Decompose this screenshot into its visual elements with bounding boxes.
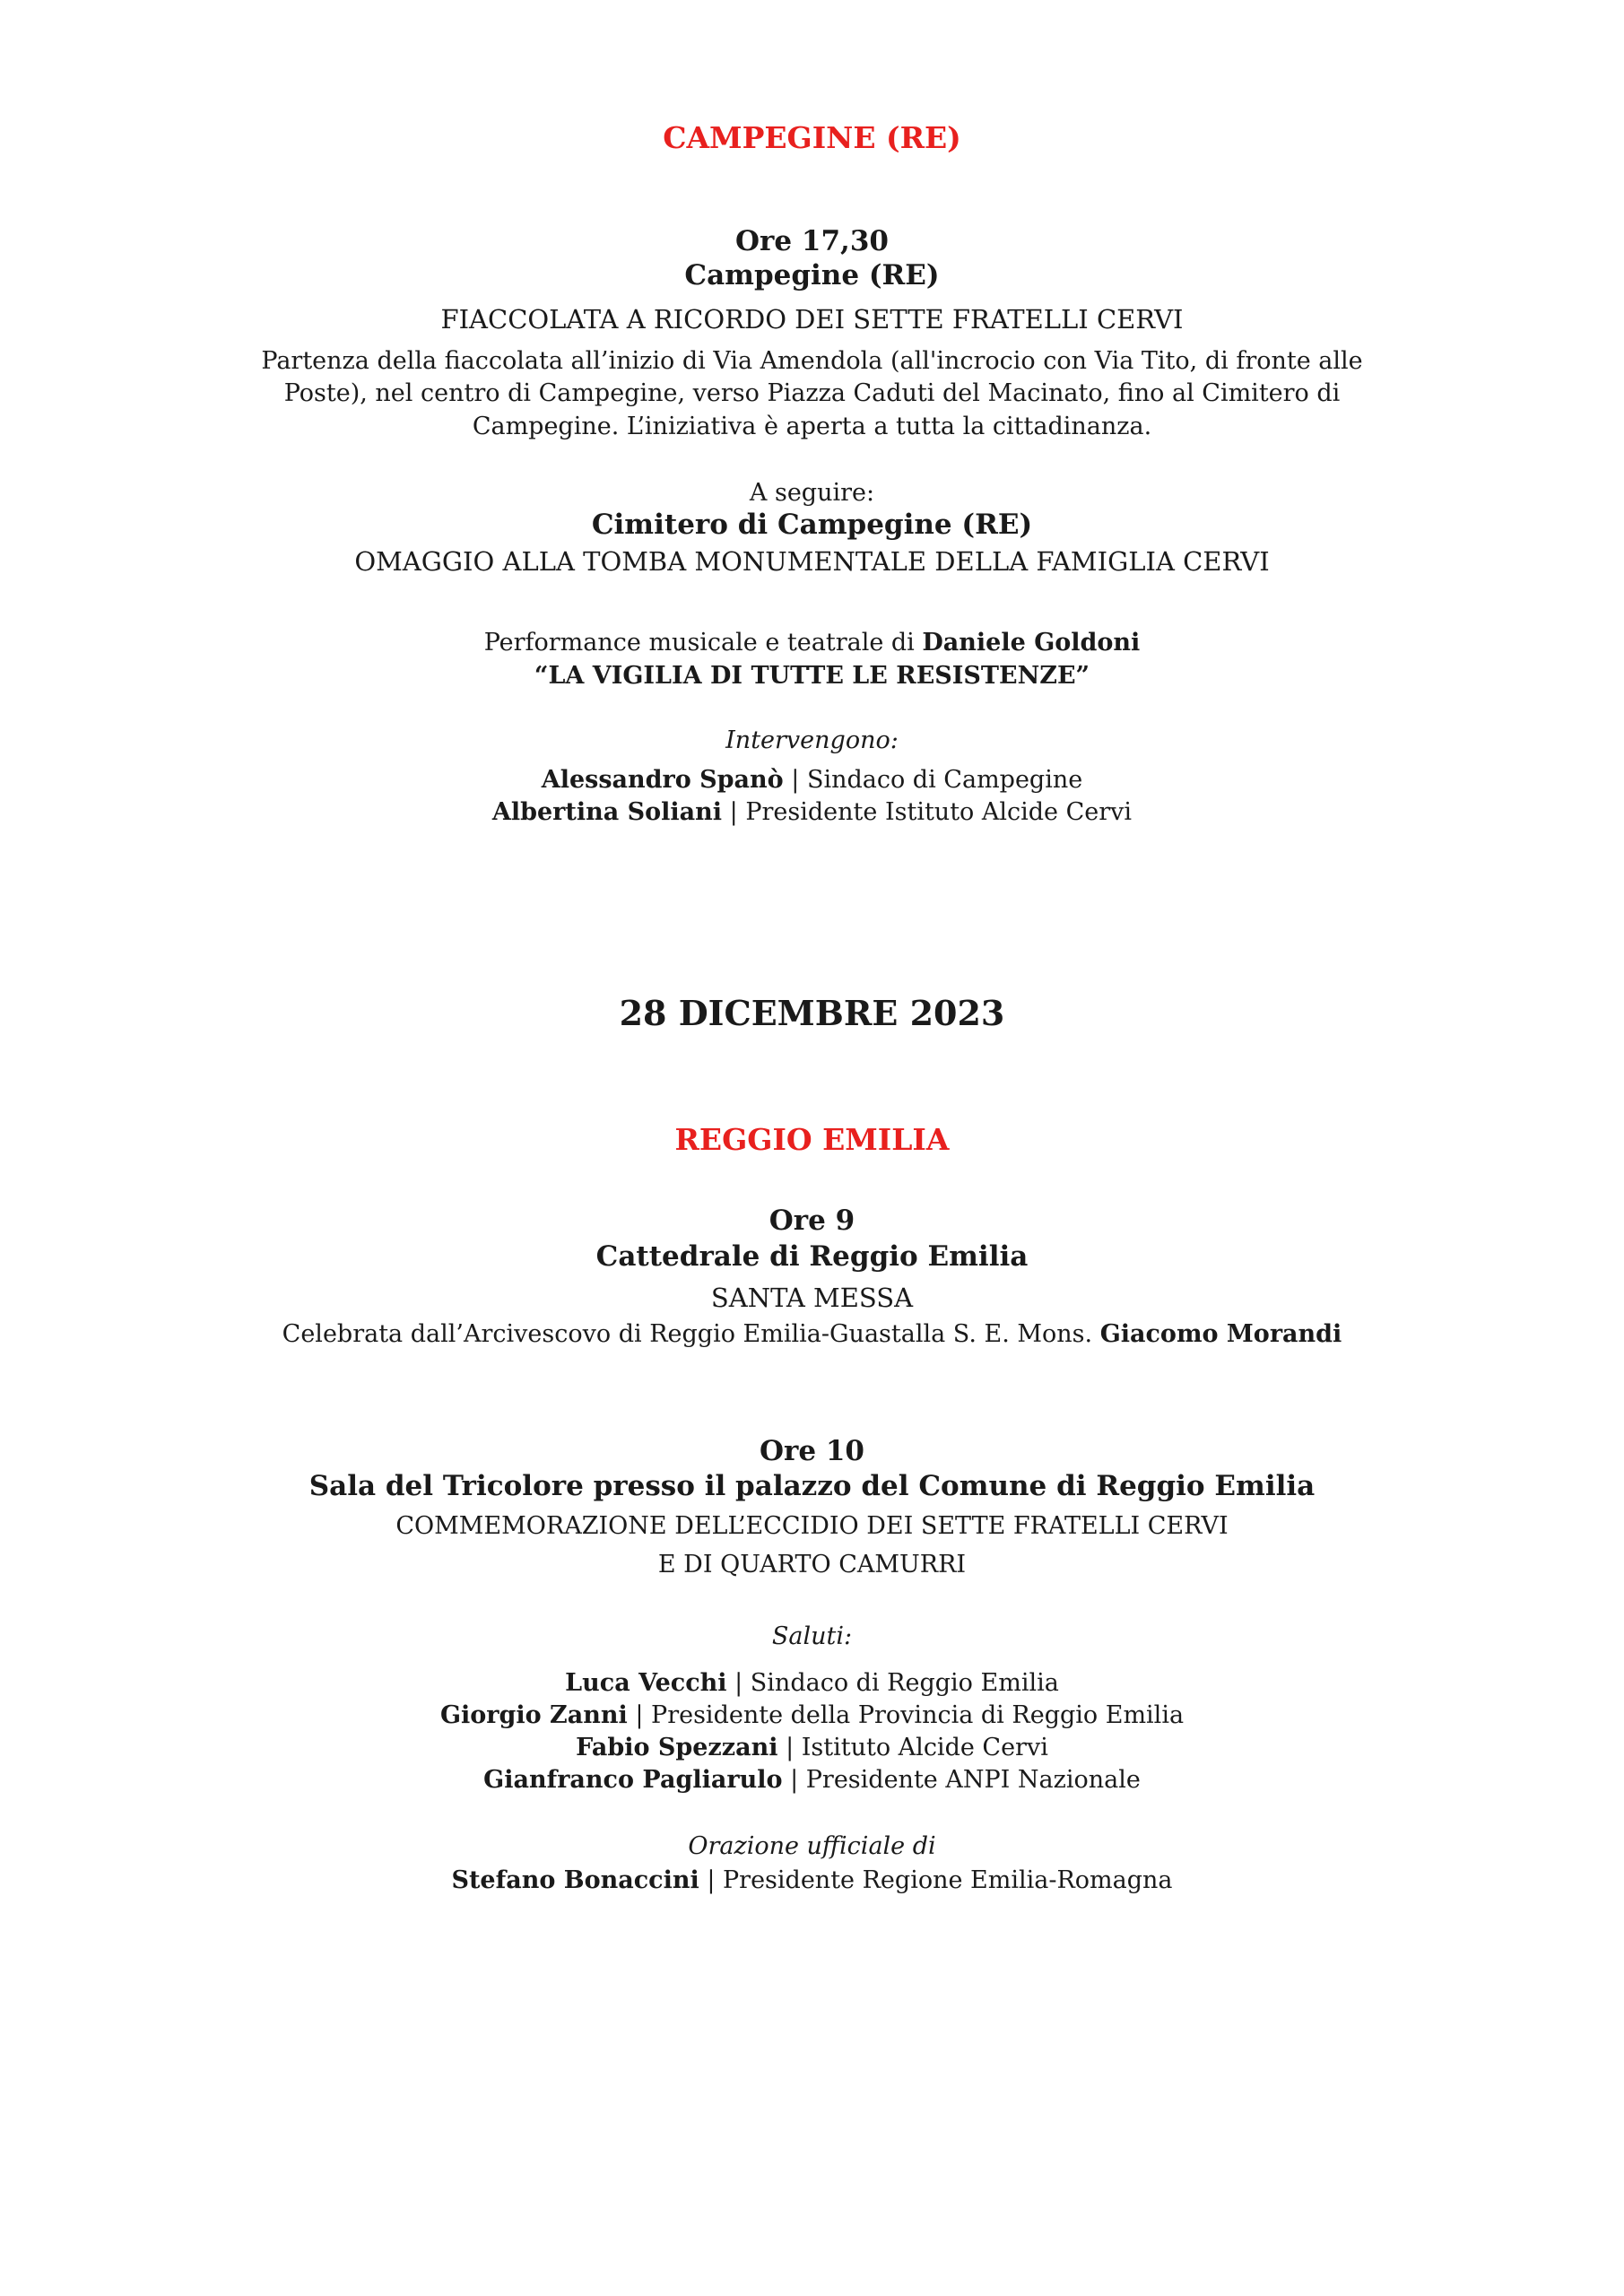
event-place: Cimitero di Campegine (RE) xyxy=(591,509,1033,541)
speaker-line xyxy=(0,768,1624,792)
event-description-line: Campegine. L’iniziativa è aperta a tutta la cittadinanza. xyxy=(472,413,1152,440)
speaker-line xyxy=(0,800,1624,824)
section-title-campegine: CAMPEGINE (RE) xyxy=(663,120,961,155)
event-description-line: Poste), nel centro di Campegine, verso Piazza Caduti del Macinato, fino al Cimitero di xyxy=(283,379,1341,407)
greeting-name: Luca Vecchi xyxy=(565,1669,727,1697)
oration-label: Orazione ufficiale di xyxy=(688,1832,936,1860)
orator-role: | Presidente Regione Emilia-Romagna xyxy=(699,1866,1173,1894)
greeting-line xyxy=(0,1768,1624,1792)
orator-name: Stefano Bonaccini xyxy=(451,1866,699,1894)
celebrant-line xyxy=(0,1322,1624,1346)
event-title: OMAGGIO ALLA TOMBA MONUMENTALE DELLA FAMIGLIA CERVI xyxy=(354,546,1270,577)
event-time: Ore 10 xyxy=(760,1435,864,1467)
event-time: Ore 17,30 xyxy=(735,225,889,257)
greeting-name: Gianfranco Pagliarulo xyxy=(483,1766,783,1794)
orator-line xyxy=(0,1868,1624,1892)
greetings-label: Saluti: xyxy=(771,1622,853,1650)
date-heading: 28 DICEMBRE 2023 xyxy=(619,993,1005,1033)
speaker-role: | Presidente Istituto Alcide Cervi xyxy=(722,798,1133,826)
event-intro: A seguire: xyxy=(749,479,875,507)
celebrant-prefix: Celebrata dall’Arcivescovo di Reggio Emilia-Guastalla S. E. Mons. xyxy=(282,1320,1100,1348)
celebrant-name: Giacomo Morandi xyxy=(1099,1320,1342,1348)
greeting-name: Fabio Spezzani xyxy=(576,1734,778,1761)
performance-line xyxy=(0,631,1624,655)
greeting-role: | Presidente della Provincia di Reggio Emilia xyxy=(627,1701,1185,1729)
greeting-role: | Presidente ANPI Nazionale xyxy=(782,1766,1141,1794)
performance-prefix: Performance musicale e teatrale di xyxy=(483,629,923,657)
event-title: SANTA MESSA xyxy=(710,1283,914,1313)
greeting-line xyxy=(0,1735,1624,1760)
event-place: Sala del Tricolore presso il palazzo del Comune di Reggio Emilia xyxy=(308,1470,1316,1502)
greeting-role: | Istituto Alcide Cervi xyxy=(777,1734,1048,1761)
greeting-name: Giorgio Zanni xyxy=(439,1701,628,1729)
greeting-line xyxy=(0,1671,1624,1695)
greeting-role: | Sindaco di Reggio Emilia xyxy=(726,1669,1059,1697)
performance-name: Daniele Goldoni xyxy=(922,629,1141,657)
event-time: Ore 9 xyxy=(769,1205,855,1237)
event-title-line: E DI QUARTO CAMURRI xyxy=(657,1551,967,1578)
greeting-line xyxy=(0,1703,1624,1727)
event-place: Cattedrale di Reggio Emilia xyxy=(595,1240,1029,1273)
event-title-line: COMMEMORAZIONE DELL’ECCIDIO DEI SETTE FRATELLI CERVI xyxy=(395,1512,1229,1540)
speakers-label: Intervengono: xyxy=(725,726,899,754)
event-title: FIACCOLATA A RICORDO DEI SETTE FRATELLI CERVI xyxy=(440,304,1184,335)
speaker-name: Albertina Soliani xyxy=(491,798,723,826)
speaker-role: | Sindaco di Campegine xyxy=(783,766,1083,794)
section-title-reggio-emilia: REGGIO EMILIA xyxy=(674,1122,950,1157)
performance-title: “LA VIGILIA DI TUTTE LE RESISTENZE” xyxy=(534,662,1090,690)
event-description-line: Partenza della fiaccolata all’inizio di Via Amendola (all'incrocio con Via Tito, di fronte alle xyxy=(261,347,1363,375)
event-place: Campegine (RE) xyxy=(684,259,940,291)
speaker-name: Alessandro Spanò xyxy=(541,766,784,794)
